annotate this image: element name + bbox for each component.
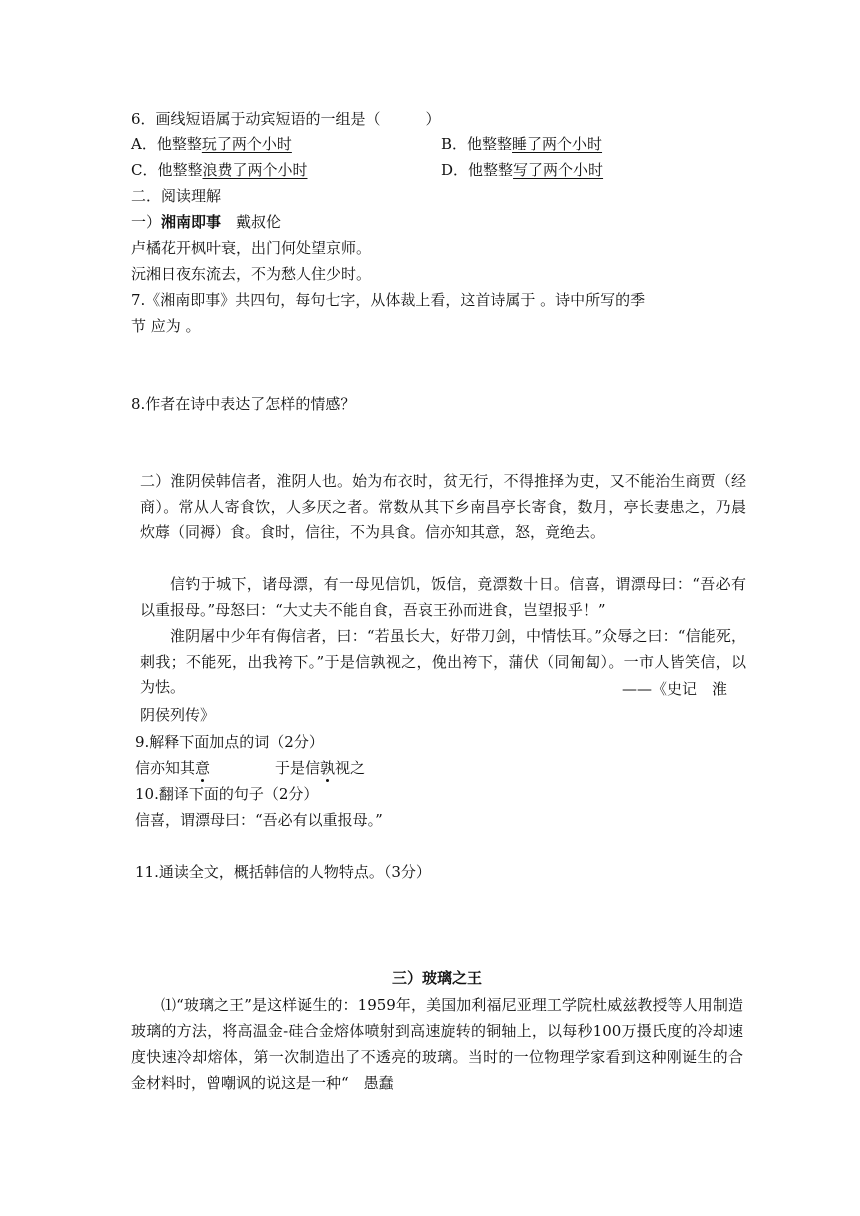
passage3-title: 三）玻璃之王 bbox=[391, 969, 482, 987]
q6-option-c-underlined: 浪费了两个小时 bbox=[202, 161, 308, 179]
q9-word-1: 信亦知其意 bbox=[135, 759, 211, 777]
q9-word-2-dotted: 孰 bbox=[320, 759, 336, 777]
section-heading-reading: 二．阅读理解 bbox=[131, 187, 222, 205]
q9-word-2: 于是信孰视之 bbox=[275, 759, 366, 777]
q6-option-b-underlined: 睡了两个小时 bbox=[512, 135, 603, 153]
q6-option-b: B．他整整睡了两个小时 bbox=[441, 135, 603, 153]
poem-title: 湘南即事 bbox=[161, 213, 222, 231]
passage2-para-2: 信钓于城下，诸母漂，有一母见信饥，饭信，竟漂数十日。信喜，谓漂母曰：“吾必有以重报母。”母怒曰：“大丈夫不能自食，吾哀王孙而进食，岂望报乎！” bbox=[140, 575, 746, 619]
q6-option-c: C．他整整浪费了两个小时 bbox=[131, 161, 308, 179]
q8-stem: 8.作者在诗中表达了怎样的情感？ bbox=[131, 395, 356, 413]
passage2-source-part-2: 阴侯列传》 bbox=[140, 706, 216, 724]
q10-sentence: 信喜，谓漂母曰：“吾必有以重报母。” bbox=[135, 811, 383, 829]
q6-stem: 6．画线短语属于动宾短语的一组是（ ） bbox=[131, 110, 441, 128]
poem-line-1: 卢橘花开枫叶衰，出门何处望京师。 bbox=[131, 239, 372, 257]
q11-stem: 11.通读全文，概括韩信的人物特点。（3分） bbox=[135, 863, 431, 881]
q7-line-1: 7.《湘南即事》共四句，每句七字，从体裁上看，这首诗属于 。诗中所写的季 bbox=[131, 291, 646, 309]
q7-line-2: 节 应为 。 bbox=[131, 317, 201, 335]
poem-author: 戴叔伦 bbox=[221, 213, 282, 231]
poem-line-2: 沅湘日夜东流去，不为愁人住少时。 bbox=[131, 265, 372, 283]
q9-stem: 9.解释下面加点的词（2分） bbox=[135, 733, 324, 751]
passage2-source-part-1: ——《史记 淮 bbox=[622, 680, 728, 698]
q6-option-d-underlined: 写了两个小时 bbox=[513, 161, 604, 179]
q10-stem: 10.翻译下面的句子（2分） bbox=[135, 785, 319, 803]
passage3-para-1: ⑴“玻璃之王”是这样诞生的：1959年，美国加利福尼亚理工学院杜威兹教授等人用制造玻璃的方法，将高温金-硅合金熔体喷射到高速旋转的铜轴上，以每秒100万摄氏度的冷却速度快速冷却熔体，第一次制造出了不透亮的玻璃。当时的一位物理学家看到这种刚诞生的合金材料时，曾嘲讽的说这是一种“ 愚蠢 bbox=[131, 996, 743, 1092]
q6-option-d: D．他整整写了两个小时 bbox=[441, 161, 604, 179]
q9-word-1-dotted: 意 bbox=[195, 759, 211, 777]
poem-heading: 一）湘南即事 戴叔伦 bbox=[131, 213, 282, 231]
passage2-para-3: 淮阴屠中少年有侮信者，曰：“若虽长大，好带刀剑，中情怯耳。”众辱之曰：“信能死，刺我；不能死，出我袴下。”于是信孰视之，俛出袴下，蒲伏（同匍匐）。一市人皆笑信，以为怯。 bbox=[140, 627, 746, 697]
q6-option-a-underlined: 玩了两个小时 bbox=[201, 135, 292, 153]
q6-option-a: A．他整整玩了两个小时 bbox=[131, 135, 292, 153]
passage2-para-1: 二）淮阴侯韩信者，淮阴人也。始为布衣时，贫无行，不得推择为吏，又不能治生商贾（经商）。常从人寄食饮，人多厌之者。常数从其下乡南昌亭长寄食，数月，亭长妻患之，乃晨炊蓐（同褥）食。食时，信往，不为具食。信亦知其意，怒，竟绝去。 bbox=[140, 472, 746, 542]
